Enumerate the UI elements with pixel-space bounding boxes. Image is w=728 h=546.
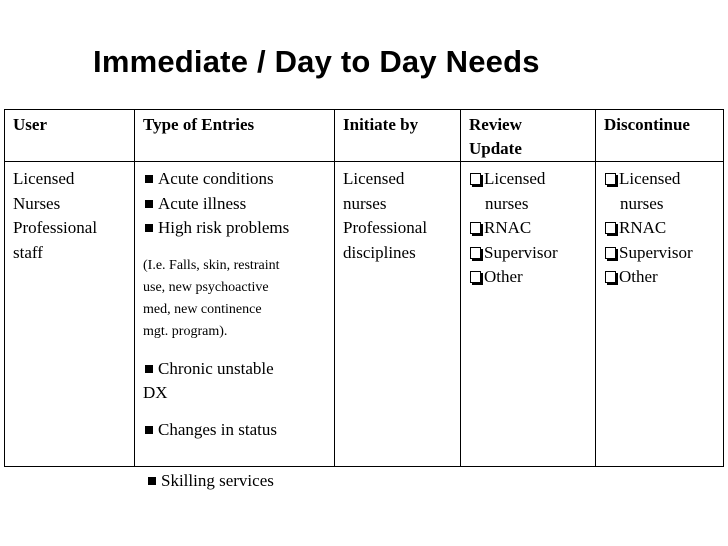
entry-label: Chronic unstable — [158, 358, 274, 378]
checkbox-icon — [605, 173, 616, 185]
header-row — [5, 110, 724, 162]
option-label: Supervisor — [484, 242, 558, 262]
list-item — [469, 167, 587, 216]
entry-label: Acute conditions — [158, 169, 274, 188]
option-label: Supervisor — [619, 242, 693, 262]
initiate-line: disciplines — [343, 242, 416, 262]
note-line: mgt. program). — [143, 323, 228, 339]
option-label: Other — [619, 267, 658, 286]
checkbox-icon — [470, 222, 481, 234]
list-item — [604, 167, 715, 216]
square-bullet-icon — [148, 477, 156, 485]
checkbox-icon — [470, 173, 481, 185]
entry-label: High risk problems — [158, 218, 290, 237]
list-item — [604, 216, 715, 241]
entries-cell — [135, 162, 335, 467]
entry-label: DX — [143, 383, 168, 402]
option-label: Licensed — [484, 169, 546, 188]
entries-list — [143, 167, 326, 241]
list-item — [604, 265, 715, 290]
option-label: RNAC — [619, 218, 667, 237]
examples-note — [143, 255, 326, 343]
checkbox-icon — [605, 271, 616, 283]
list-item — [469, 265, 587, 290]
entry-label: Skilling services — [161, 471, 274, 490]
header-review-update — [461, 110, 596, 162]
list-item-continuation — [143, 381, 326, 406]
list-item — [604, 241, 715, 266]
review-options — [469, 167, 587, 290]
user-line: Professional — [13, 218, 98, 237]
page-title: Immediate / Day to Day Needs — [93, 44, 540, 79]
user-line: staff — [13, 242, 43, 262]
square-bullet-icon — [145, 224, 153, 232]
list-item — [469, 216, 587, 241]
user-line: Nurses — [13, 193, 61, 213]
review-cell — [461, 162, 596, 467]
list-item — [143, 216, 326, 241]
user-cell — [5, 162, 135, 467]
square-bullet-icon — [145, 175, 153, 183]
entry-label: Changes in status — [158, 419, 277, 439]
square-bullet-icon — [145, 365, 153, 373]
initiate-cell — [335, 162, 461, 467]
entries-list-lower — [143, 357, 326, 443]
header-type-of-entries: Type of Entries — [135, 110, 335, 162]
table-row — [5, 162, 724, 467]
header-update-line: Update — [469, 139, 522, 158]
list-item — [143, 418, 326, 443]
needs-table — [4, 109, 724, 467]
list-item — [143, 192, 326, 217]
option-label: RNAC — [484, 218, 532, 237]
option-label: Licensed — [619, 169, 681, 188]
entry-label: Acute illness — [158, 193, 247, 213]
checkbox-icon — [605, 222, 616, 234]
checkbox-icon — [470, 271, 481, 283]
checkbox-icon — [470, 247, 481, 259]
discontinue-options — [604, 167, 715, 290]
list-item — [143, 357, 326, 382]
header-review-line: Review — [469, 115, 522, 134]
header-user: User — [5, 110, 135, 162]
list-item — [469, 241, 587, 266]
discontinue-cell — [596, 162, 724, 467]
user-line: Licensed — [13, 169, 75, 188]
note-line: (I.e. Falls, skin, restraint — [143, 257, 280, 273]
header-discontinue: Discontinue — [596, 110, 724, 162]
initiate-line: Licensed — [343, 169, 405, 188]
checkbox-icon — [605, 247, 616, 259]
option-label-continuation: nurses — [620, 193, 664, 213]
header-initiate-by: Initiate by — [335, 110, 461, 162]
initiate-line: nurses — [343, 193, 387, 213]
square-bullet-icon — [145, 426, 153, 434]
square-bullet-icon — [145, 200, 153, 208]
note-line: use, new psychoactive — [143, 279, 269, 295]
option-label: Other — [484, 267, 523, 286]
overflow-list-item — [146, 469, 274, 493]
option-label-continuation: nurses — [485, 193, 529, 213]
note-line: med, new continence — [143, 301, 262, 317]
initiate-line: Professional — [343, 218, 428, 237]
list-item — [143, 167, 326, 192]
